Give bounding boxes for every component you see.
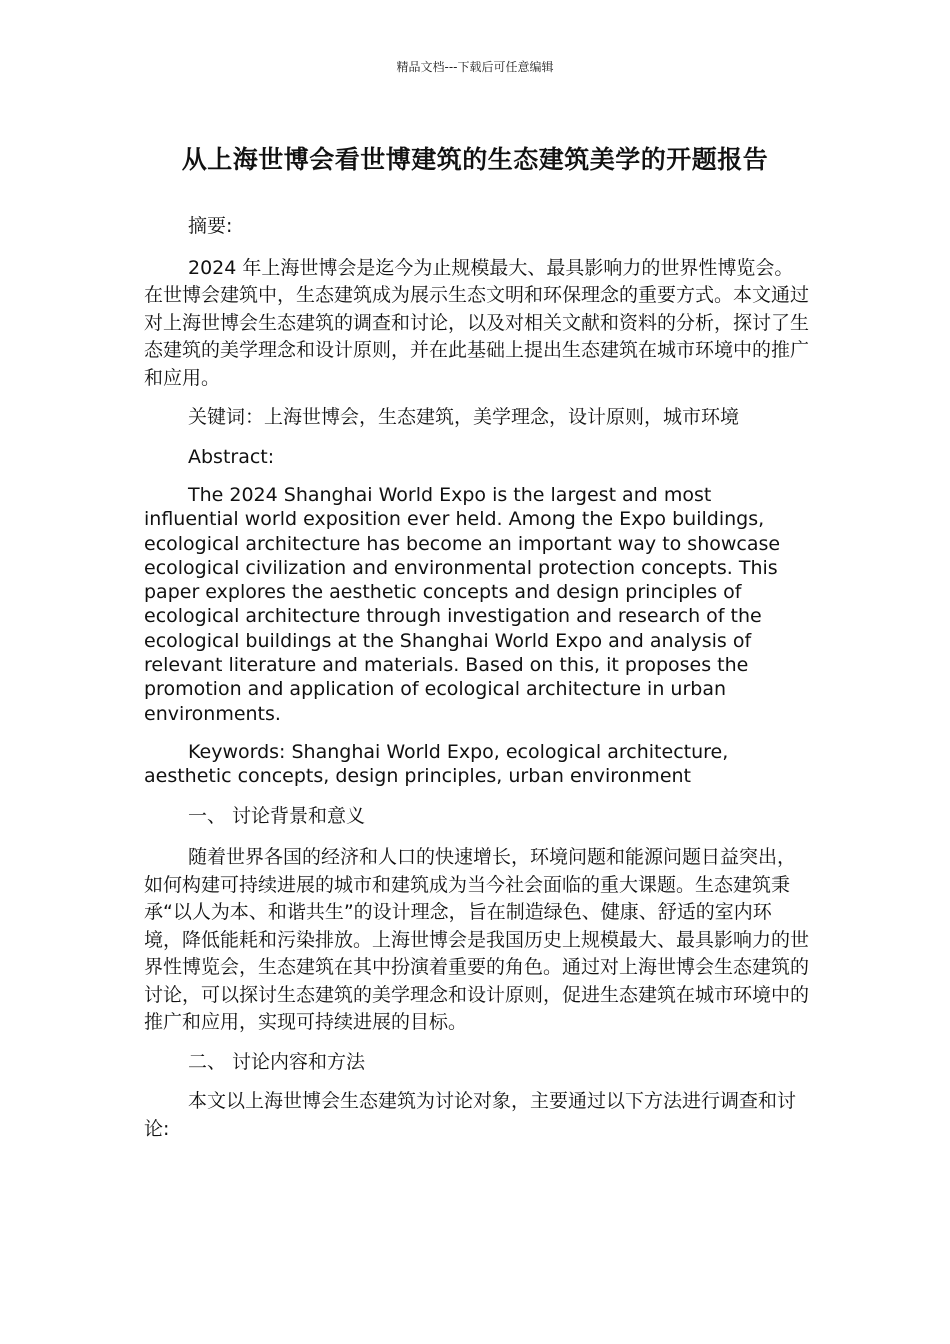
document-title: 从上海世博会看世博建筑的生态建筑美学的开题报告 — [181, 145, 769, 174]
abstract-zh: 2024 年上海世博会是迄今为止规模最大、最具影响力的世界性博览会。在世博会建筑中，生态建筑成为展示生态文明和环保理念的重要方式。本文通过对上海世博会生态建筑的调查和讨论，以及对相关文献和资料的分析，探讨了生态建筑的美学理念和设计原则，并在此基础上提出生态建筑在城市环境中的推广和应用。 — [144, 256, 810, 389]
section2-body: 本文以上海世博会生态建筑为讨论对象，主要通过以下方法进行调查和讨论: — [144, 1090, 797, 1140]
abstract-en-label: Abstract: — [188, 445, 275, 468]
keywords-en: Keywords: Shanghai World Expo, ecological architecture, aesthetic concepts, design principles, urban environment — [144, 740, 729, 788]
section1-heading: 一、 讨论背景和意义 — [188, 804, 366, 827]
header-note: 精品文档---下载后可任意编辑 — [396, 60, 554, 74]
abstract-en: The 2024 Shanghai World Expo is the largest and most influential world exposition ever held. Among the Expo buildings, ecological architecture has become an important way to showcase ecological civilization and environmental protection concepts. This paper explores the aesthetic concepts and design principles of ecological architecture through investigation and research of the ecological buildings at the Shanghai World Expo and analysis of relevant literature and materials. Based on this, it proposes the promotion and application of ecological architecture in urban environments. — [144, 484, 781, 725]
document-body — [144, 213, 809, 1143]
section1-body: 随着世界各国的经济和人口的快速增长，环境问题和能源问题日益突出，如何构建可持续进展的城市和建筑成为当今社会面临的重大课题。生态建筑秉承“以人为本、和谐共生”的设计理念，旨在制造绿色、健康、舒适的室内环境，降低能耗和污染排放。上海世博会是我国历史上规模最大、最具影响力的世界性博览会，生态建筑在其中扮演着重要的角色。通过对上海世博会生态建筑的讨论，可以探讨生态建筑的美学理念和设计原则，促进生态建筑在城市环境中的推广和应用，实现可持续进展的目标。 — [144, 846, 810, 1034]
abstract-label: 摘要: — [188, 215, 233, 237]
section2-heading: 二、 讨论内容和方法 — [188, 1050, 366, 1073]
keywords-zh: 关键词：上海世博会，生态建筑，美学理念，设计原则，城市环境 — [188, 406, 740, 428]
